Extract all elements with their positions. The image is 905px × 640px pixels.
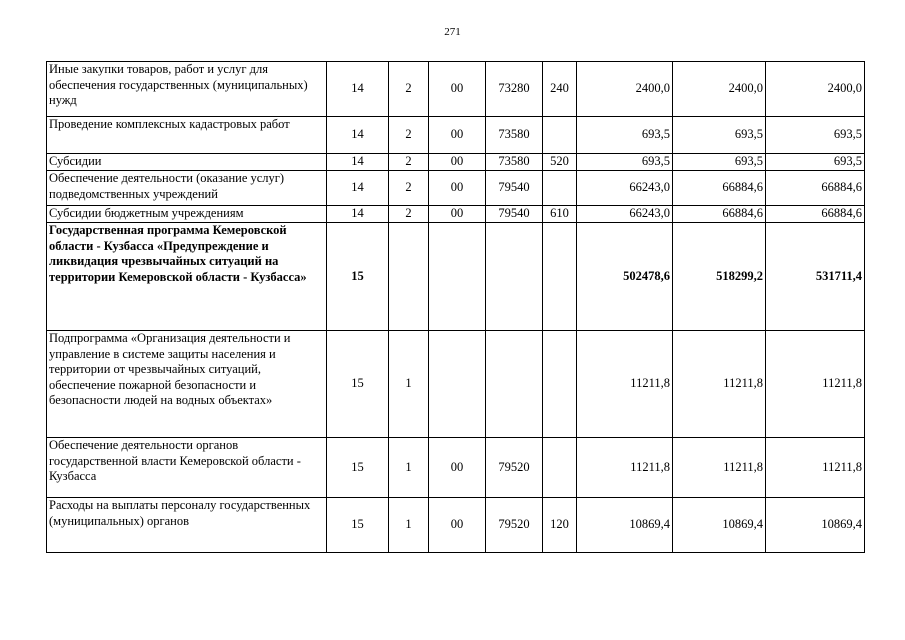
- amount-year-3-cell: 66884,6: [766, 206, 865, 223]
- table-row: [47, 331, 865, 438]
- expense-type-code-cell: [543, 438, 577, 498]
- direction-code-cell: 73580: [486, 117, 543, 154]
- subprogram-code-cell: 2: [389, 154, 429, 171]
- section-code-cell: 15: [327, 223, 389, 331]
- direction-code-cell: 79520: [486, 498, 543, 553]
- expense-type-code-cell: 120: [543, 498, 577, 553]
- amount-year-3-cell: 2400,0: [766, 62, 865, 117]
- expense-type-code-cell: [543, 331, 577, 438]
- main-event-code-cell: 00: [429, 62, 486, 117]
- subprogram-code-cell: 1: [389, 331, 429, 438]
- section-code-cell: 15: [327, 438, 389, 498]
- amount-year-2-cell: 66884,6: [673, 171, 766, 206]
- amount-year-1-cell: 66243,0: [577, 171, 673, 206]
- section-code-cell: 14: [327, 62, 389, 117]
- main-event-code-cell: 00: [429, 117, 486, 154]
- amount-year-2-cell: 10869,4: [673, 498, 766, 553]
- table-row: [47, 498, 865, 553]
- main-event-code-cell: 00: [429, 438, 486, 498]
- row-name-cell: Государственная программа Кемеровской области - Кузбасса «Предупреждение и ликвидация чрезвычайных ситуаций на территории Кемеровской области - Кузбасса»: [47, 223, 327, 331]
- amount-year-2-cell: 66884,6: [673, 206, 766, 223]
- subprogram-code-cell: 2: [389, 206, 429, 223]
- row-name-cell: Расходы на выплаты персоналу государственных (муниципальных) органов: [47, 498, 327, 553]
- subprogram-code-cell: 2: [389, 117, 429, 154]
- direction-code-cell: 79520: [486, 438, 543, 498]
- subprogram-code-cell: 2: [389, 171, 429, 206]
- amount-year-1-cell: 66243,0: [577, 206, 673, 223]
- main-event-code-cell: [429, 331, 486, 438]
- row-name-cell: Обеспечение деятельности органов государственной власти Кемеровской области - Кузбасса: [47, 438, 327, 498]
- row-name-cell: Субсидии: [47, 154, 327, 171]
- amount-year-1-cell: 693,5: [577, 117, 673, 154]
- row-name-cell: Проведение комплексных кадастровых работ: [47, 117, 327, 154]
- direction-code-cell: 79540: [486, 206, 543, 223]
- direction-code-cell: [486, 223, 543, 331]
- table-row: [47, 206, 865, 223]
- expense-type-code-cell: [543, 171, 577, 206]
- main-event-code-cell: 00: [429, 154, 486, 171]
- amount-year-1-cell: 2400,0: [577, 62, 673, 117]
- row-name-cell: Обеспечение деятельности (оказание услуг) подведомственных учреждений: [47, 171, 327, 206]
- main-event-code-cell: 00: [429, 171, 486, 206]
- expense-type-code-cell: 240: [543, 62, 577, 117]
- amount-year-2-cell: 11211,8: [673, 438, 766, 498]
- budget-table: [46, 61, 865, 553]
- main-event-code-cell: [429, 223, 486, 331]
- table-row: [47, 171, 865, 206]
- direction-code-cell: 79540: [486, 171, 543, 206]
- section-code-cell: 14: [327, 206, 389, 223]
- row-name-cell: Подпрограмма «Организация деятельности и управление в системе защиты населения и территории от чрезвычайных ситуаций, обеспечение пожарной безопасности и безопасности людей на водных объектах»: [47, 331, 327, 438]
- table-row: [47, 117, 865, 154]
- section-code-cell: 14: [327, 117, 389, 154]
- subprogram-code-cell: [389, 223, 429, 331]
- section-code-cell: 15: [327, 331, 389, 438]
- amount-year-3-cell: 693,5: [766, 154, 865, 171]
- subprogram-code-cell: 2: [389, 62, 429, 117]
- amount-year-3-cell: 693,5: [766, 117, 865, 154]
- direction-code-cell: 73580: [486, 154, 543, 171]
- amount-year-1-cell: 10869,4: [577, 498, 673, 553]
- section-code-cell: 15: [327, 498, 389, 553]
- section-code-cell: 14: [327, 171, 389, 206]
- row-name-cell: Субсидии бюджетным учреждениям: [47, 206, 327, 223]
- section-code-cell: 14: [327, 154, 389, 171]
- expense-type-code-cell: 520: [543, 154, 577, 171]
- direction-code-cell: [486, 331, 543, 438]
- subprogram-code-cell: 1: [389, 438, 429, 498]
- main-event-code-cell: 00: [429, 498, 486, 553]
- amount-year-1-cell: 11211,8: [577, 331, 673, 438]
- main-event-code-cell: 00: [429, 206, 486, 223]
- table-row: [47, 154, 865, 171]
- amount-year-2-cell: 2400,0: [673, 62, 766, 117]
- amount-year-1-cell: 693,5: [577, 154, 673, 171]
- table-row: [47, 62, 865, 117]
- table-row: [47, 438, 865, 498]
- amount-year-2-cell: 693,5: [673, 117, 766, 154]
- amount-year-3-cell: 11211,8: [766, 438, 865, 498]
- page-number: 271: [444, 26, 461, 38]
- amount-year-2-cell: 693,5: [673, 154, 766, 171]
- amount-year-3-cell: 11211,8: [766, 331, 865, 438]
- amount-year-2-cell: 518299,2: [673, 223, 766, 331]
- expense-type-code-cell: [543, 223, 577, 331]
- amount-year-1-cell: 502478,6: [577, 223, 673, 331]
- row-name-cell: Иные закупки товаров, работ и услуг для обеспечения государственных (муниципальных) нужд: [47, 62, 327, 117]
- amount-year-3-cell: 10869,4: [766, 498, 865, 553]
- amount-year-1-cell: 11211,8: [577, 438, 673, 498]
- expense-type-code-cell: 610: [543, 206, 577, 223]
- amount-year-3-cell: 66884,6: [766, 171, 865, 206]
- direction-code-cell: 73280: [486, 62, 543, 117]
- table-row: [47, 223, 865, 331]
- amount-year-2-cell: 11211,8: [673, 331, 766, 438]
- subprogram-code-cell: 1: [389, 498, 429, 553]
- expense-type-code-cell: [543, 117, 577, 154]
- amount-year-3-cell: 531711,4: [766, 223, 865, 331]
